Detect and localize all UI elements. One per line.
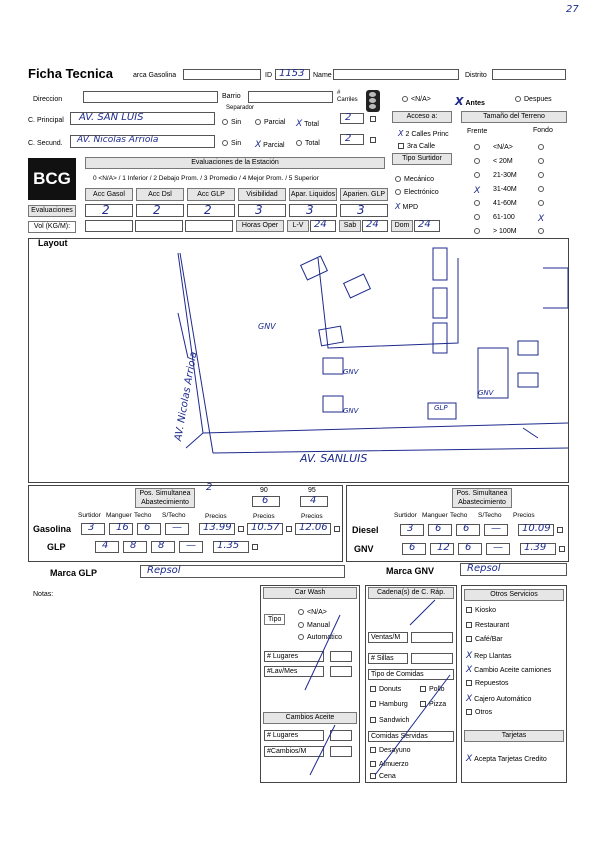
pump-diesel-text-3: — <box>491 523 501 534</box>
terreno-option-5: 61-100 <box>493 214 515 221</box>
carriles-label: # Carriles <box>337 90 358 103</box>
price-gasolina-2[interactable] <box>295 523 331 535</box>
dom-field[interactable]: 24 <box>414 220 440 232</box>
surtidor-electronico[interactable]: Electrónico <box>395 189 439 196</box>
carriles-check-1[interactable] <box>370 116 379 123</box>
pump-glp-text-0: 4 <box>102 540 109 551</box>
layout-gnv-1: GNV <box>258 322 276 331</box>
pump-diesel-1[interactable] <box>428 524 452 536</box>
eval-value-text-5: 3 <box>357 203 365 217</box>
sab-field[interactable]: 24 <box>362 220 388 232</box>
terreno-option-1: < 20M <box>493 158 513 165</box>
pump-gasolina-1[interactable] <box>109 523 133 535</box>
otros-item-5[interactable]: Repuestos <box>466 680 508 687</box>
pump-gnv-text-3: — <box>493 542 503 553</box>
surtidor-mpd[interactable]: X MPD <box>395 202 419 211</box>
surtidor-mecanico[interactable]: Mecánico <box>395 176 434 183</box>
eval-col-2: Acc GLP <box>187 188 235 201</box>
terreno-fondo-radio-4[interactable] <box>538 200 547 207</box>
sep-parcial-2[interactable]: X Parcial <box>255 140 285 150</box>
pump-glp-0[interactable] <box>95 541 119 553</box>
barrio-field[interactable] <box>248 91 333 103</box>
dom-label: Dom <box>391 220 413 232</box>
sep-sin-1[interactable]: Sin <box>222 119 241 126</box>
pos-90-field[interactable]: 6 <box>252 496 280 507</box>
id-label: ID <box>265 72 272 79</box>
terreno-frente-radio-6[interactable] <box>474 228 483 235</box>
timing-antes[interactable]: X Antes <box>455 95 485 108</box>
secundaria-value: AV. Nicolas Arriola <box>77 135 159 145</box>
otros-item-2[interactable]: Café/Bar <box>466 636 503 643</box>
serv-almuerzo[interactable]: Almuerzo <box>370 761 409 768</box>
cambios-lugares[interactable]: # Lugares <box>264 730 324 741</box>
eval-col-0: Acc Gasol <box>85 188 133 201</box>
principal-value: AV. SAN LUIS <box>79 112 144 123</box>
otros-item-0[interactable]: Kiosko <box>466 607 496 614</box>
terreno-fondo-radio-2[interactable] <box>538 172 547 179</box>
marca-label: arca Gasolina <box>133 72 177 79</box>
terreno-frente-radio-5[interactable] <box>474 214 483 221</box>
pump-diesel-3[interactable] <box>484 524 508 536</box>
pump-label-gnv: GNV <box>354 544 374 554</box>
layout-street-2: AV. Nicolas Arriola <box>173 350 200 442</box>
price-check-gasolina-0[interactable] <box>238 526 244 532</box>
lv-field[interactable]: 24 <box>310 220 336 232</box>
vol-field-1[interactable] <box>85 220 133 232</box>
lv-label: L-V <box>287 220 309 232</box>
eval-value-0[interactable] <box>85 204 133 217</box>
pump-diesel-2[interactable] <box>456 524 480 536</box>
price-gnv-text-0: 1.39 <box>524 542 547 553</box>
otros-item-6[interactable]: X Cajero Automático <box>466 694 532 704</box>
marca-glp-field[interactable]: Repsol <box>140 565 345 578</box>
sep-parcial-1[interactable]: Parcial <box>255 119 285 126</box>
name-field[interactable] <box>333 69 459 80</box>
eval-col-3: Visibilidad <box>238 188 286 201</box>
eval-row-label: Evaluaciones <box>28 205 76 217</box>
carwash-auto[interactable]: Automatico <box>298 634 342 641</box>
eval-value-text-1: 2 <box>153 203 161 217</box>
terreno-fondo-radio-1[interactable] <box>538 158 547 165</box>
pump-gnv-text-2: 6 <box>465 542 472 553</box>
pos-sim-right: Pos. Simultanea Abastecimiento <box>452 488 512 508</box>
food-pollo[interactable]: Pollo <box>420 686 445 693</box>
price-check-gasolina-1[interactable] <box>286 526 292 532</box>
id-value: 1153 <box>279 68 305 79</box>
precios-l-0: Precios <box>205 513 227 520</box>
food-sandwich[interactable]: Sandwich <box>370 717 409 724</box>
carwash-manual[interactable]: Manual <box>298 622 330 629</box>
pump-gasolina-0[interactable] <box>81 523 105 535</box>
page-title: Ficha Tecnica <box>28 66 114 81</box>
sab-label: Sab <box>339 220 361 232</box>
eval-title: Evaluaciones de la Estación <box>85 157 385 169</box>
carriles-field-2[interactable]: 2 <box>340 134 364 145</box>
precios-r: Precios <box>513 512 535 519</box>
pump-diesel-0[interactable] <box>400 524 424 536</box>
terreno-option-6: > 100M <box>493 228 517 235</box>
pump-col-l-0: Surtidor <box>78 512 101 519</box>
pump-gnv-1[interactable] <box>430 543 454 555</box>
price-check-gasolina-2[interactable] <box>334 526 340 532</box>
pump-col-l-2: Techo <box>134 512 152 519</box>
layout-sketch <box>28 238 569 483</box>
price-check-diesel-0[interactable] <box>557 527 563 533</box>
strike-lines <box>260 585 460 783</box>
pump-col-r-3: S/Techo <box>478 512 502 519</box>
eval-value-text-4: 3 <box>306 203 314 217</box>
pump-glp-3[interactable] <box>179 541 203 553</box>
terreno-frente: Frente <box>467 128 488 135</box>
pump-gasolina-text-2: 6 <box>144 522 151 533</box>
pump-glp-2[interactable] <box>151 541 175 553</box>
price-gasolina-text-1: 10.57 <box>251 522 280 533</box>
tarjetas-title: Tarjetas <box>464 730 564 742</box>
eval-value-text-0: 2 <box>102 203 110 217</box>
food-pizza[interactable]: Pizza <box>420 701 446 708</box>
precios-l-2: Precios <box>301 513 323 520</box>
pump-glp-1[interactable] <box>123 541 147 553</box>
layout-label: Layout <box>38 238 68 248</box>
carwash-tipo: Tipo <box>264 614 285 625</box>
barrio-label: Barrio <box>222 93 241 100</box>
carriles-check-2[interactable] <box>370 137 379 144</box>
name-label: Name <box>313 72 332 79</box>
secundaria-label: C. Secund. <box>28 140 63 147</box>
acepta-tarjetas[interactable]: X Acepta Tarjetas Credito <box>466 754 547 764</box>
pump-gnv-text-1: 12 <box>437 542 450 553</box>
pump-col-r-1: Manguer <box>422 512 448 519</box>
price-gasolina-text-0: 13.99 <box>203 522 232 533</box>
layout-gnv-4: GNV <box>478 389 494 397</box>
pump-gasolina-text-0: 3 <box>88 522 95 533</box>
pump-col-l-3: S/Techo <box>162 512 186 519</box>
carriles-field-1[interactable]: 2 <box>340 113 364 124</box>
sep-total-1[interactable]: X Total <box>296 119 319 129</box>
layout-gnv-3: GNV <box>343 407 359 415</box>
sep-sin-2[interactable]: Sin <box>222 140 241 147</box>
principal-field[interactable] <box>70 112 215 125</box>
pos-sim-left: Pos. Simultanea Abastecimiento <box>135 488 195 508</box>
acceso-title: Acceso a: <box>392 111 452 123</box>
pump-col-l-1: Manguer <box>106 512 132 519</box>
terreno-title: Tamaño del Terreno <box>461 111 567 123</box>
notas-label: Notas: <box>33 591 54 598</box>
price-glp-0[interactable] <box>213 541 249 553</box>
pos-95-field[interactable]: 4 <box>300 496 328 507</box>
cadenas-sillas[interactable]: # Sillas <box>368 653 408 664</box>
terreno-frente-radio-3[interactable]: X <box>474 186 481 196</box>
pump-glp-text-1: 8 <box>130 540 137 551</box>
cadenas-ventas[interactable]: Ventas/M <box>368 632 408 643</box>
terreno-fondo-radio-0[interactable] <box>538 144 547 151</box>
food-hamburg[interactable]: Hamburg <box>370 701 408 708</box>
pump-gnv-3[interactable] <box>486 543 510 555</box>
price-glp-text-0: 1.35 <box>217 540 240 551</box>
acceso-opt2[interactable]: 3ra Calle <box>398 143 435 150</box>
pump-diesel-text-0: 3 <box>407 523 414 534</box>
acceso-opt1[interactable]: X 2 Calles Princ <box>398 129 449 138</box>
pump-glp-text-3: — <box>186 540 196 551</box>
otros-item-4[interactable]: X Cambio Aceite camiones <box>466 665 552 675</box>
carwash-lugares[interactable]: # Lugares <box>264 651 324 662</box>
distrito-label: Distrito <box>465 72 487 79</box>
direccion-label: Direccion <box>33 96 63 103</box>
otros-item-7[interactable]: Otros <box>466 709 492 716</box>
terreno-frente-radio-0[interactable] <box>474 144 483 151</box>
price-check-glp-0[interactable] <box>252 544 258 550</box>
pump-label-glp: GLP <box>47 542 66 552</box>
marca-glp-label: Marca GLP <box>50 568 98 578</box>
eval-value-text-3: 3 <box>255 203 263 217</box>
eval-value-2[interactable] <box>187 204 235 217</box>
pos-gas-value: 2 <box>206 482 213 493</box>
pump-gnv-0[interactable] <box>402 543 426 555</box>
secundaria-field[interactable] <box>70 135 215 148</box>
terreno-frente-radio-4[interactable] <box>474 200 483 207</box>
oct-90: 90 <box>260 487 268 494</box>
eval-col-5: Aparien. GLP <box>340 188 388 201</box>
oct-95: 95 <box>308 487 316 494</box>
terreno-fondo-radio-3[interactable] <box>538 186 547 193</box>
traffic-light-icon <box>366 90 380 112</box>
pump-gnv-text-0: 6 <box>409 542 416 553</box>
layout-street-1: AV. SANLUIS <box>300 452 368 465</box>
price-diesel-text-0: 10.09 <box>522 523 551 534</box>
pump-gasolina-text-3: — <box>172 522 182 533</box>
pump-col-r-0: Surtidor <box>394 512 417 519</box>
vol-label: Vol (KG/M): <box>28 221 76 233</box>
pump-label-diesel: Diesel <box>352 525 379 535</box>
terreno-option-0: <N/A> <box>493 144 513 151</box>
bcg-logo: BCG <box>28 158 76 200</box>
terreno-fondo-radio-6[interactable] <box>538 228 547 235</box>
terreno-frente-radio-1[interactable] <box>474 158 483 165</box>
eval-col-1: Acc Dsl <box>136 188 184 201</box>
serv-cena[interactable]: Cena <box>370 773 396 780</box>
eval-value-4[interactable] <box>289 204 337 217</box>
eval-value-5[interactable] <box>340 204 388 217</box>
carwash-na[interactable]: <N/A> <box>298 609 327 616</box>
timing-despues[interactable]: Despues <box>515 96 552 103</box>
terreno-option-2: 21-30M <box>493 172 517 179</box>
pump-gasolina-3[interactable] <box>165 523 189 535</box>
marca-gasolina-field[interactable] <box>183 69 261 80</box>
terreno-frente-radio-2[interactable] <box>474 172 483 179</box>
price-gasolina-0[interactable] <box>199 523 235 535</box>
marca-gnv-label: Marca GNV <box>386 566 435 576</box>
pump-glp-text-2: 8 <box>158 540 165 551</box>
pump-diesel-text-1: 6 <box>435 523 442 534</box>
direccion-field[interactable] <box>83 91 218 103</box>
cadenas-title: Cadena(s) de C. Ráp. <box>368 587 454 599</box>
pump-gasolina-text-1: 16 <box>116 522 129 533</box>
sep-total-2[interactable]: Total <box>296 140 320 147</box>
horas-label: Horas Oper <box>236 220 284 232</box>
cadenas-tipo: Tipo de Comidas <box>368 669 454 680</box>
cadenas-servidas: Comidas Servidas <box>368 731 454 742</box>
eval-value-3[interactable] <box>238 204 286 217</box>
terreno-option-3: 31-40M <box>493 186 517 193</box>
eval-value-1[interactable] <box>136 204 184 217</box>
otros-item-1[interactable]: Restaurant <box>466 622 509 629</box>
eval-value-text-2: 2 <box>204 203 212 217</box>
terreno-fondo: Fondo <box>533 127 553 134</box>
timing-na[interactable]: <N/A> <box>402 96 431 103</box>
price-diesel-0[interactable] <box>518 524 554 536</box>
layout-gnv-2: GNV <box>343 368 359 376</box>
vol-field-3[interactable] <box>185 220 233 232</box>
id-field[interactable] <box>275 69 310 80</box>
price-check-gnv-0[interactable] <box>559 546 565 552</box>
otros-item-3[interactable]: X Rep Llantas <box>466 650 512 661</box>
serv-desayuno[interactable]: Desayuno <box>370 747 411 754</box>
pump-gasolina-2[interactable] <box>137 523 161 535</box>
distrito-field[interactable] <box>492 69 566 80</box>
page-number: 27 <box>566 4 579 15</box>
pump-diesel-text-2: 6 <box>463 523 470 534</box>
carwash-lav[interactable]: #Lav/Mes <box>264 666 324 677</box>
principal-label: C. Principal <box>28 117 64 124</box>
food-donuts[interactable]: Donuts <box>370 686 401 693</box>
pump-label-gasolina: Gasolina <box>33 524 72 534</box>
terreno-option-4: 41-60M <box>493 200 517 207</box>
eval-scale: 0 <N/A> / 1 Inferior / 2 Debajo Prom. / 3 Promedio / 4 Mejor Prom. / 5 Superior <box>93 175 319 182</box>
price-gasolina-1[interactable] <box>247 523 283 535</box>
price-gnv-0[interactable] <box>520 543 556 555</box>
terreno-fondo-radio-5[interactable]: X <box>538 214 545 224</box>
pump-col-r-2: Techo <box>450 512 468 519</box>
precios-l-1: Precios <box>253 513 275 520</box>
carwash-title: Car Wash <box>263 587 357 599</box>
otros-title: Otros Servicios <box>464 589 564 601</box>
layout-glp: GLP <box>434 404 448 412</box>
marca-gnv-field[interactable]: Repsol <box>460 563 567 576</box>
separador-label: Separador <box>226 105 255 111</box>
pump-gnv-2[interactable] <box>458 543 482 555</box>
cambios-mes[interactable]: #Cambios/M <box>264 746 324 757</box>
eval-col-4: Apar. Liquidos <box>289 188 337 201</box>
price-gasolina-text-2: 12.06 <box>299 522 328 533</box>
cambios-title: Cambios Aceite <box>263 712 357 724</box>
vol-field-2[interactable] <box>135 220 183 232</box>
surtidor-title: Tipo Surtidor <box>392 153 452 165</box>
